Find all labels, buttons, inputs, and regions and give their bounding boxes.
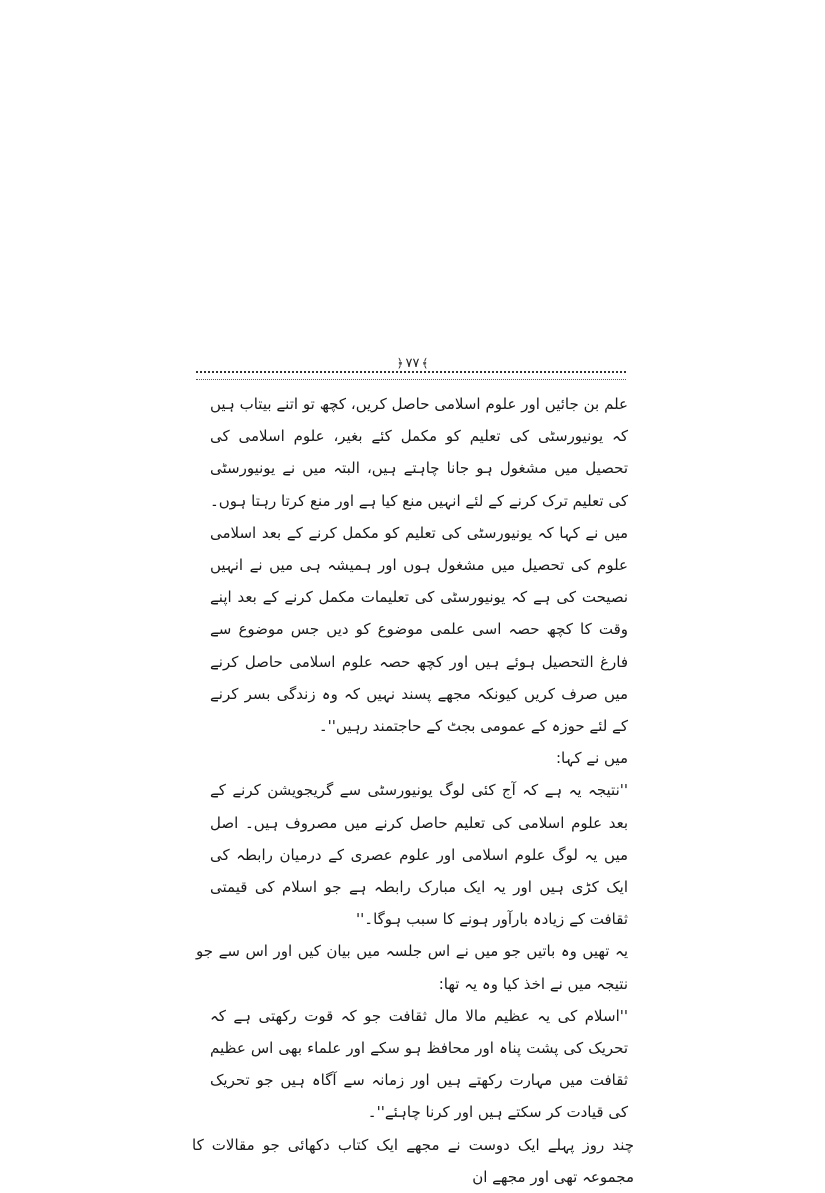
paragraph-4: یہ تھیں وہ باتیں جو میں نے اس جلسہ میں بیان کیں اور اس سے جو نتیجہ میں نے اخذ کیا وہ یہ تھا: — [196, 942, 628, 993]
page-number-close-ornament: ﴾ — [421, 356, 429, 370]
paragraph-3-quote: ''نتیجہ یہ ہے کہ آج کئی لوگ یونیورسٹی سے گریجویشن کرنے کے بعد علوم اسلامی کی تعلیم حاصل کرنے میں مصروف ہیں۔ اصل میں یہ لوگ علوم اسلامی اور علوم عصری کے درمیان رابطہ کی ایک کڑی ہیں اور یہ ایک مبارک رابطہ ہے جو اسلام کی قیمتی ثقافت کے زیادہ بارآور ہونے کا سبب ہوگا۔'' — [210, 781, 628, 929]
header-divider — [196, 371, 626, 380]
paragraph-5-quote: ''اسلام کی یہ عظیم مالا مال ثقافت جو کہ قوت رکھتی ہے کہ تحریک کی پشت پناہ اور محافظ ہو سکے اور علماء بھی اس عظیم ثقافت میں مہارت رکھتے ہیں اور زمانہ سے آگاہ ہیں جو تحریک کی قیادت کر سکتے ہیں اور کرنا چاہئے''۔ — [210, 1006, 628, 1122]
paragraph-1: علم بن جائیں اور علوم اسلامی حاصل کریں، کچھ تو اتنے بیتاب ہیں کہ یونیورسٹی کی تعلیم کو مکمل کئے بغیر، علوم اسلامی کی تحصیل میں مشغول ہو جانا چاہتے ہیں، البتہ میں نے یونیورسٹی کی تعلیم ترک کرنے کے لئے انہیں منع کیا ہے اور منع کرتا رہتا ہوں۔ میں نے کہا کہ یونیورسٹی کی تعلیم کو مکمل کرنے کے بعد اسلامی علوم کی تحصیل میں مشغول ہوں اور ہمیشہ ہی میں نے انہیں نصیحت کی ہے کہ یونیورسٹی کی تعلیمات مکمل کرنے کے بعد اپنے وقت کا کچھ حصہ اسی علمی موضوع کو دیں جس موضوع سے فارغ التحصیل ہوئے ہیں اور کچھ حصہ علوم اسلامی حاصل کرنے میں صرف کریں کیونکہ مجھے پسند نہیں کہ وہ زندگی بسر کرنے کے لئے حوزہ کے عمومی بجٹ کے حاجتمند رہیں''۔ — [210, 395, 628, 736]
page-number — [394, 356, 430, 371]
body-text — [192, 388, 635, 1193]
page-header — [0, 352, 825, 371]
paragraph-6: چند روز پہلے ایک دوست نے مجھے ایک کتاب دکھائی جو مقالات کا مجموعہ تھی اور مجھے ان — [192, 1135, 635, 1186]
paragraph-2: میں نے کہا: — [555, 749, 628, 768]
page-number-open-ornament: ﴿ — [396, 356, 404, 370]
page-number-value: ۷۷ — [405, 356, 420, 371]
